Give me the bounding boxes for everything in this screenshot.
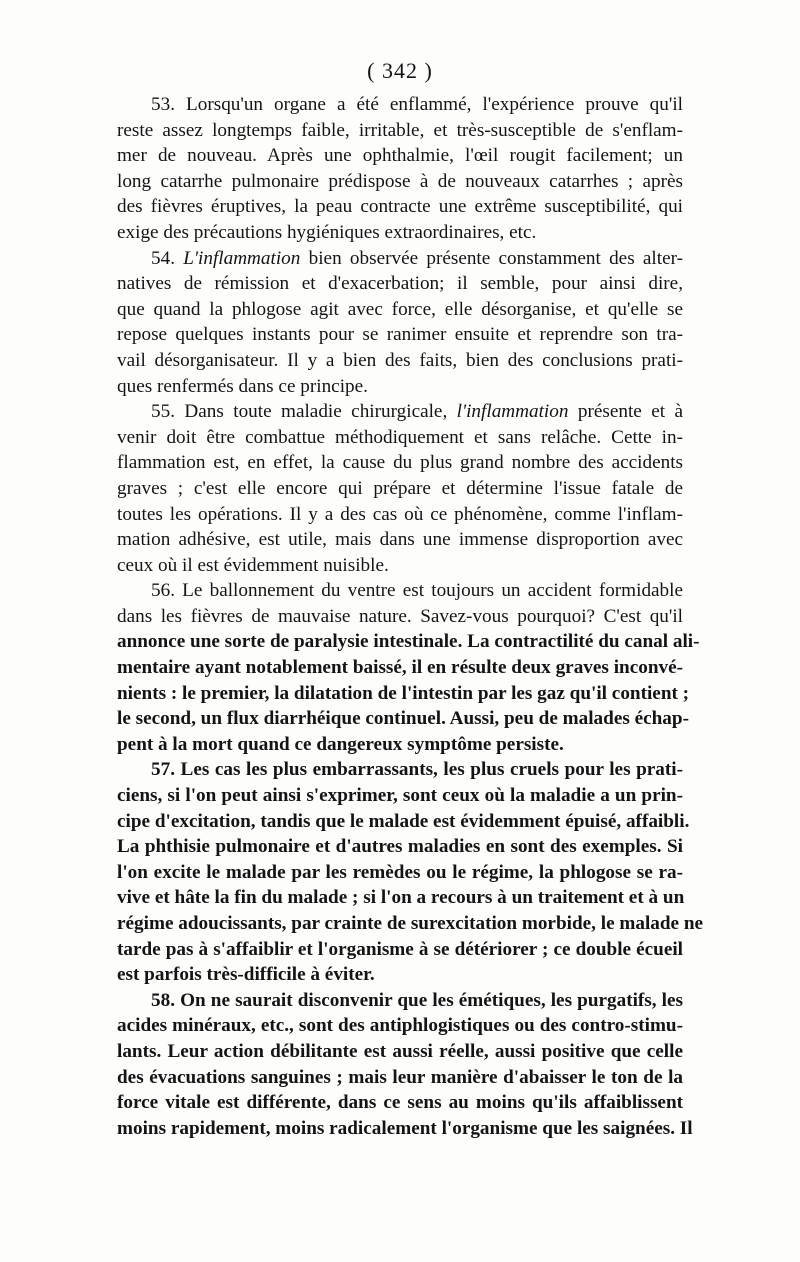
text-line: 55. Dans toute maladie chirurgicale, l'inflammation présente et à bbox=[151, 401, 683, 423]
text-line: dans les fièvres de mauvaise nature. Savez-vous pourquoi? C'est qu'il bbox=[117, 605, 683, 627]
paragraph-p57 bbox=[117, 757, 704, 987]
paragraph-p55 bbox=[117, 399, 683, 578]
text-line: force vitale est différente, dans ce sens au moins qu'ils affaiblissent bbox=[117, 1092, 683, 1114]
text-line: est parfois très-difficile à éviter. bbox=[117, 964, 375, 986]
text-line: lants. Leur action débilitante est aussi réelle, aussi positive que celle bbox=[117, 1040, 683, 1062]
text-line: toutes les opérations. Il y a des cas où ce phénomène, comme l'inflam- bbox=[117, 503, 683, 525]
text-line: moins rapidement, moins radicalement l'organisme que les saignées. Il bbox=[117, 1117, 693, 1139]
text-line: 56. Le ballonnement du ventre est toujours un accident formidable bbox=[151, 580, 683, 602]
text-line: 57. Les cas les plus embarrassants, les plus cruels pour les prati- bbox=[151, 759, 683, 781]
text-line: des évacuations sanguines ; mais leur manière d'abaisser le ton de la bbox=[117, 1066, 683, 1088]
text-line: flammation est, en effet, la cause du plus grand nombre des accidents bbox=[117, 452, 683, 474]
text-line: long catarrhe pulmonaire prédispose à de nouveaux catarrhes ; après bbox=[117, 170, 683, 192]
text-line: pent à la mort quand ce dangereux symptôme persiste. bbox=[117, 733, 564, 755]
text-line: le second, un flux diarrhéique continuel. Aussi, peu de malades échap- bbox=[117, 708, 689, 730]
paragraph-p58 bbox=[117, 988, 693, 1142]
text-line: 58. On ne saurait disconvenir que les émétiques, les purgatifs, les bbox=[151, 989, 683, 1011]
text-line: ques renfermés dans ce principe. bbox=[117, 375, 368, 397]
text-line: vive et hâte la fin du malade ; si l'on a recours à un traitement et à un bbox=[117, 887, 685, 909]
text-line: ceux où il est évidemment nuisible. bbox=[117, 554, 389, 576]
text-line: nients : le premier, la dilatation de l'intestin par les gaz qu'il contient ; bbox=[117, 682, 690, 704]
text-line: mentaire ayant notablement baissé, il en résulte deux graves inconvé- bbox=[117, 657, 683, 679]
text-line: l'on excite le malade par les remèdes ou le régime, la phlogose se ra- bbox=[117, 861, 683, 883]
text-line: vail désorganisateur. Il y a bien des faits, bien des conclusions prati- bbox=[117, 349, 683, 371]
text-line: venir doit être combattue méthodiquement et sans relâche. Cette in- bbox=[117, 426, 683, 448]
text-line: mer de nouveau. Après une ophthalmie, l'œil rougit facilement; un bbox=[117, 145, 683, 167]
text-line: 54. L'inflammation bien observée présente constamment des alter- bbox=[151, 247, 684, 269]
text-line: ciens, si l'on peut ainsi s'exprimer, sont ceux où la maladie a un prin- bbox=[117, 785, 683, 807]
text-line: repose quelques instants pour se ranimer ensuite et reprendre son tra- bbox=[117, 324, 683, 346]
text-line: 53. Lorsqu'un organe a été enflammé, l'expérience prouve qu'il bbox=[151, 94, 683, 115]
text-line: régime adoucissants, par crainte de surexcitation morbide, le malade ne bbox=[117, 913, 704, 934]
body-text bbox=[117, 92, 704, 1141]
text-line: mation adhésive, est utile, mais dans une immense disproportion avec bbox=[117, 529, 683, 551]
text-line: natives de rémission et d'exacerbation; il semble, pour ainsi dire, bbox=[117, 273, 683, 295]
text-line: La phthisie pulmonaire et d'autres maladies en sont des exemples. Si bbox=[117, 836, 683, 858]
text-line: annonce une sorte de paralysie intestinale. La contractilité du canal ali- bbox=[117, 631, 700, 653]
text-line: des fièvres éruptives, la peau contracte une extrême susceptibilité, qui bbox=[117, 196, 683, 218]
page-number: ( 342 ) bbox=[367, 58, 433, 83]
paragraph-p54 bbox=[117, 246, 683, 400]
text-line: que quand la phlogose agit avec force, elle désorganise, et qu'elle se bbox=[117, 298, 683, 320]
paragraph-p56 bbox=[117, 578, 700, 757]
paragraph-p53 bbox=[117, 92, 683, 246]
text-line: reste assez longtemps faible, irritable, et très-susceptible de s'enflam- bbox=[117, 119, 683, 141]
text-line: exige des précautions hygiéniques extraordinaires, etc. bbox=[117, 221, 537, 243]
text-line: tarde pas à s'affaiblir et l'organisme à se détériorer ; ce double écueil bbox=[117, 938, 683, 960]
text-line: graves ; c'est elle encore qui prépare et détermine l'issue fatale de bbox=[117, 477, 683, 499]
text-line: cipe d'excitation, tandis que le malade est évidemment épuisé, affaibli. bbox=[117, 810, 690, 832]
text-line: acides minéraux, etc., sont des antiphlogistiques ou des contro-stimu- bbox=[117, 1015, 683, 1037]
